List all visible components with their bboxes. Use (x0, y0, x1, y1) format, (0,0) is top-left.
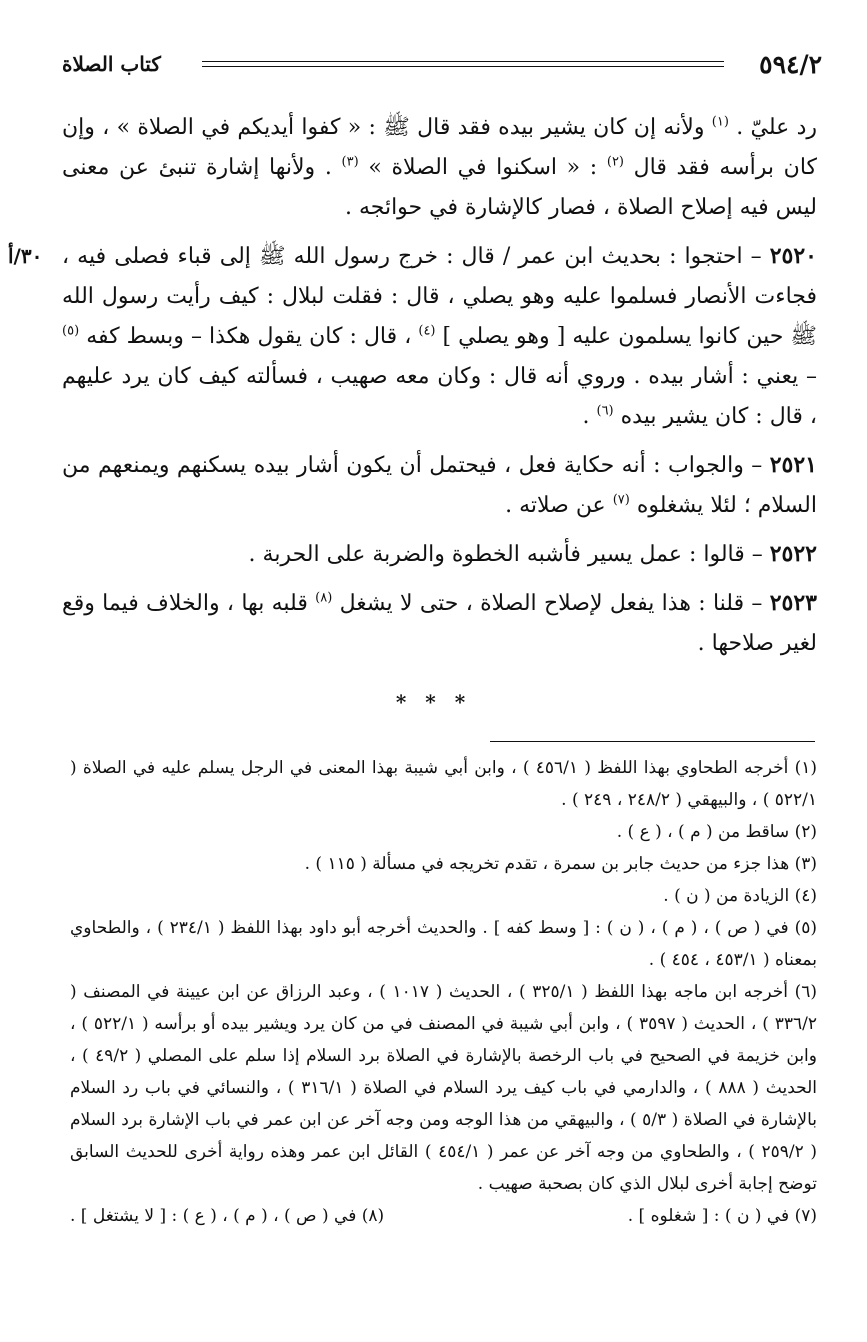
text-segment: ، قال : كان يقول هكذا – وبسط كفه (79, 324, 419, 349)
footnote-ref: (٥) (62, 323, 80, 339)
page-number: ٥٩٤/٢ (759, 50, 822, 79)
paragraph-continuation (62, 108, 817, 228)
issue-number: ٢٥٢٢ (769, 541, 817, 567)
issue-number: ٢٥٢١ (769, 452, 817, 478)
text-segment: . ولأنها إشارة تنبئ عن معنى ليس فيه إصلاح الصلاة ، فصار كالإشارة في حوائجه . (62, 155, 817, 220)
footnote-ref: (٧) (612, 492, 630, 508)
footnote: (١) أخرجه الطحاوي بهذا اللفظ ( ٤٥٦/١ ) ، وابن أبي شيبة بهذا المعنى في الرجل يسلم عليه في الصلاة ( ٥٢٢/١ ) ، والبيهقي ( ٢٤٨/٢ ، ٢٤٩ ) . (70, 758, 818, 810)
text-segment: ولأنه إن كان يشير بيده فقد قال ﷺ : « كفوا أيديكم في الصلاة » ، وإن كان برأسه فقد قال (62, 115, 817, 180)
footnote: (٧) في ( ن ) : [ شغلوه ] . (627, 1206, 817, 1226)
text-segment: – قلنا : هذا يفعل لإصلاح الصلاة ، حتى لا يشغل (332, 591, 770, 616)
text-segment: – احتجوا : بحديث ابن عمر / قال : خرج رسول الله ﷺ إلى قباء فصلى فيه ، فجاءت الأنصار فسلموا عليه وهو يصلي ، قال : فقلت لبلال : كيف رأيت رسول الله ﷺ حين كانوا يسلمون عليه [ وهو يصلي ] (62, 244, 817, 349)
footnote-ref: (٦) (596, 403, 614, 419)
paragraph-2520 (8, 236, 817, 437)
issue-number: ٢٥٢٣ (769, 590, 817, 616)
text-segment: – يعني : أشار بيده . وروي أنه قال : وكان معه صهيب ، فسألته كيف كان يرد عليهم ، قال : كان يشير بيده (62, 364, 817, 429)
main-text (8, 108, 817, 672)
footnote: (٢) ساقط من ( م ) ، ( ع ) . (616, 822, 817, 842)
book-title: كتاب الصلاة (62, 52, 161, 76)
footnote-rule (490, 741, 815, 742)
footnote-ref: (٣) (341, 154, 359, 170)
paragraph-2523 (62, 583, 817, 664)
footnote: (٣) هذا جزء من حديث جابر بن سمرة ، تقدم تخريجه في مسألة ( ١١٥ ) . (304, 854, 817, 874)
header-rule-bottom (202, 66, 724, 67)
footnotes (70, 752, 817, 1232)
text-segment: عن صلاته . (505, 493, 613, 518)
text-segment: قلبه بها ، والخلاف فيما وقع لغير صلاحها . (62, 591, 817, 656)
footnote-ref: (٨) (315, 590, 333, 606)
footnote-pair (70, 1200, 817, 1232)
text-segment: : « اسكنوا في الصلاة » (358, 155, 607, 180)
issue-number: ٢٥٢٠ (769, 243, 817, 269)
footnote: (٤) الزيادة من ( ن ) . (663, 886, 817, 906)
footnote-ref: (٤) (418, 323, 436, 339)
text-segment: رد عليّ . (728, 115, 817, 140)
running-header (62, 44, 822, 84)
footnote-ref: (٢) (606, 154, 624, 170)
paragraph-2522 (62, 534, 817, 575)
section-separator: * * * (395, 690, 472, 714)
footnote: (٥) في ( ص ) ، ( م ) ، ( ن ) : [ وسط كفه ] . والحديث أخرجه أبو داود بهذا اللفظ ( ٢٣٤/١ ) ، والطحاوي بمعناه ( ٤٥٣/١ ، ٤٥٤ ) . (70, 918, 817, 970)
header-rule-top (202, 61, 724, 62)
text-segment: – قالوا : عمل يسير فأشبه الخطوة والضربة على الحربة . (248, 542, 770, 567)
footnote: (٨) في ( ص ) ، ( م ) ، ( ع ) : [ لا يشتغل ] . (70, 1206, 385, 1226)
footnote-ref: (١) (711, 114, 729, 130)
paragraph-2521 (62, 445, 817, 526)
text-segment: . (582, 404, 597, 429)
footnote: (٦) أخرجه ابن ماجه بهذا اللفظ ( ٣٢٥/١ ) ، الحديث ( ١٠١٧ ) ، وعبد الرزاق عن ابن عيينة في المصنف ( ٣٣٦/٢ ) ، الحديث ( ٣٥٩٧ ) ، وابن أبي شيبة في المصنف في من كان يرد ويشير بيده أو برأسه ( ٥٢٢/١ ) ، وابن خزيمة في الصحيح في باب الرخصة بالإشارة في الصلاة برد السلام إذا سلم على المصلي ( ٤٩/٢ ) ، الحديث ( ٨٨٨ ) ، والدارمي في باب كيف يرد السلام في الصلاة ( ٣١٦/١ ) ، والنسائي في باب رد السلام بالإشارة في الصلاة ( ٥/٣ ) ، والبيهقي من هذا الوجه ومن وجه آخر عن ابن عمر في باب الإشارة برد السلام ( ٢٥٩/٢ ) ، والطحاوي من وجه آخر عن عمر ( ٤٥٤/١ ) القائل ابن عمر وهذه رواية أخرى للحديث السابق توضح إجابة أخرى لبلال الذي كان بصحبة صهيب . (70, 982, 817, 1194)
margin-folio-note: ٣٠/أ (8, 244, 43, 268)
text-segment: – والجواب : أنه حكاية فعل ، فيحتمل أن يكون أشار بيده يسكنهم ويمنعهم من السلام ؛ لئلا يشغلوه (62, 453, 817, 518)
